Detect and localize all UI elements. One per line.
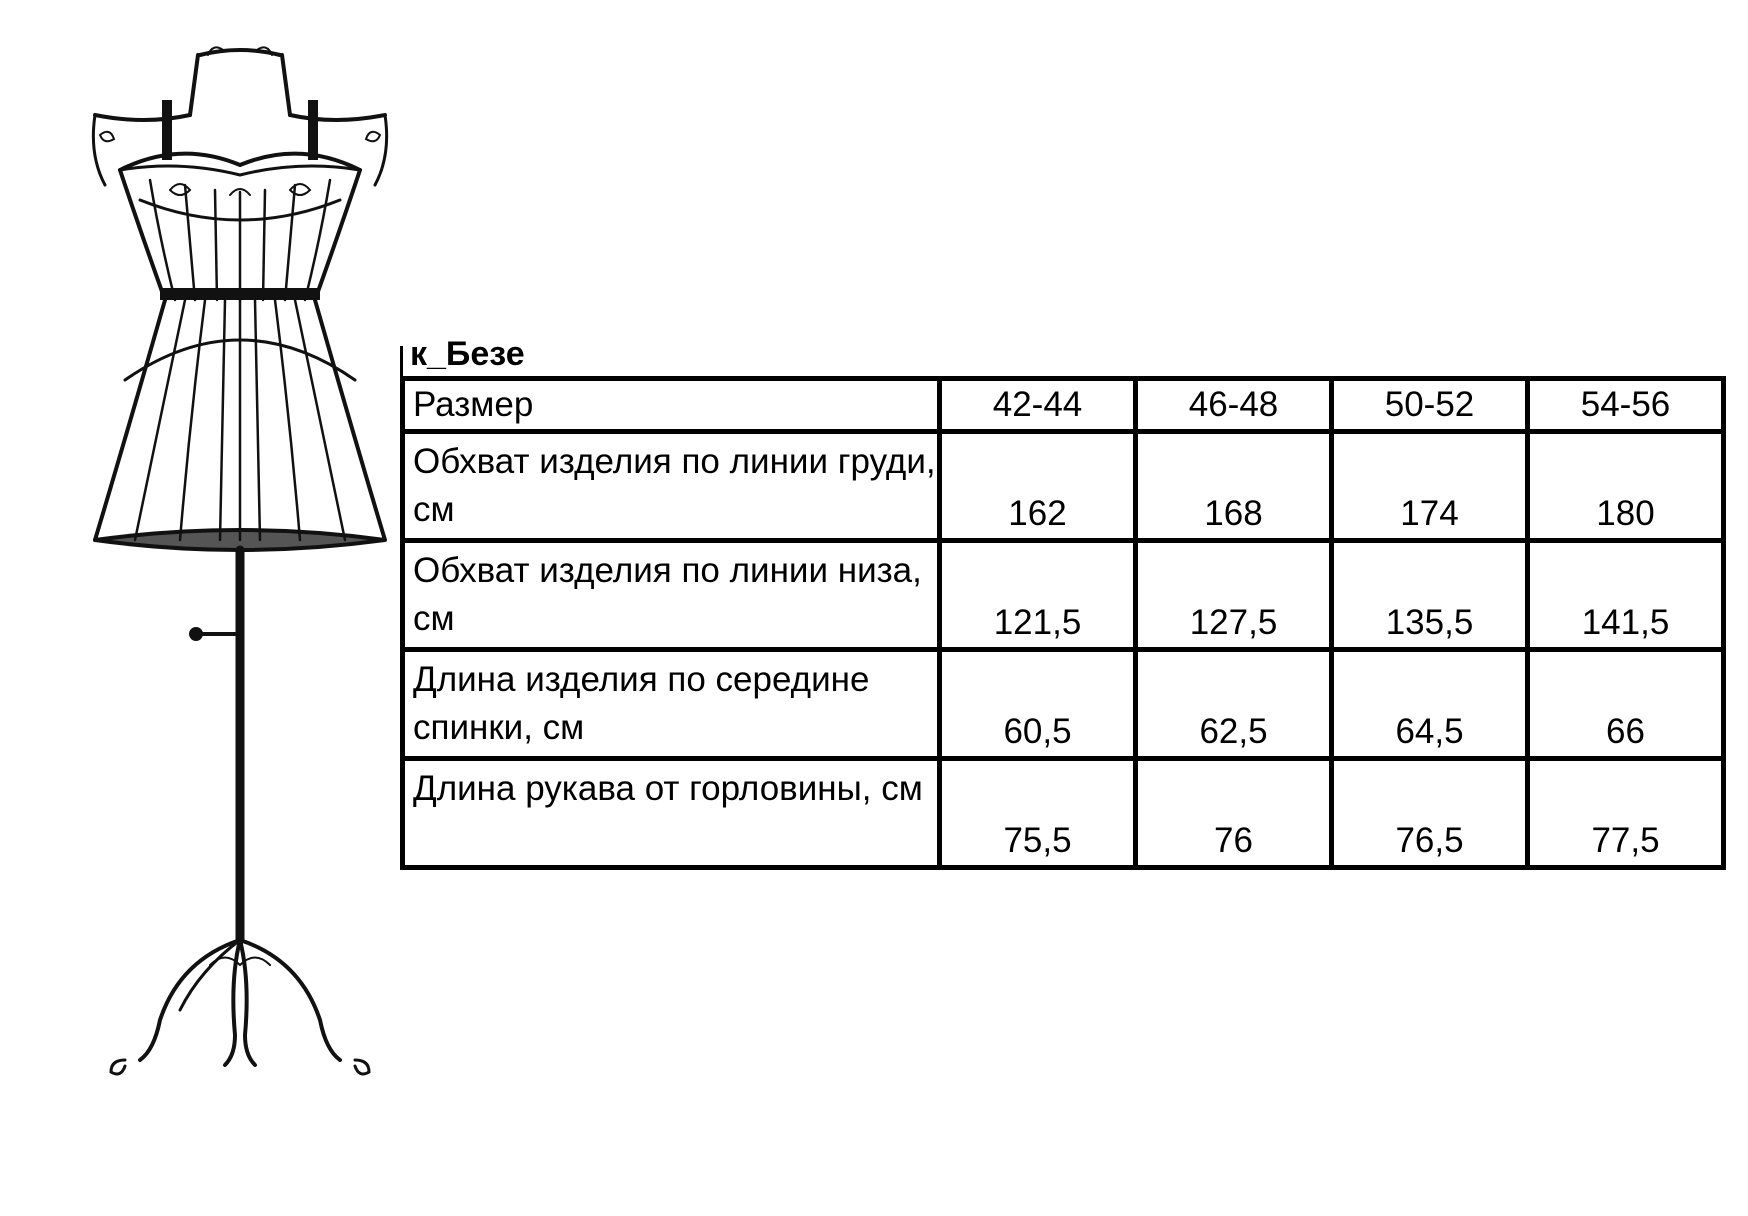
header-size-46-48: 46-48: [1136, 379, 1332, 432]
table-row-back-length: [403, 650, 1724, 759]
header-size-50-52: 50-52: [1332, 379, 1528, 432]
cell-value: 174: [1332, 432, 1528, 541]
header-size-42-44: 42-44: [940, 379, 1136, 432]
cell-value: 121,5: [940, 541, 1136, 650]
cell-value: 66: [1528, 650, 1724, 759]
row-label: Обхват изделия по линии груди, см: [403, 432, 940, 541]
cell-value: 180: [1528, 432, 1724, 541]
cell-value: 76,5: [1332, 759, 1528, 868]
table-row-bust: [403, 432, 1724, 541]
header-size-label: Размер: [403, 379, 940, 432]
cell-value: 76: [1136, 759, 1332, 868]
cell-value: 60,5: [940, 650, 1136, 759]
table-row-sleeve-length: [403, 759, 1724, 868]
cell-value: 64,5: [1332, 650, 1528, 759]
cell-value: 75,5: [940, 759, 1136, 868]
cell-value: 141,5: [1528, 541, 1724, 650]
cell-value: 127,5: [1136, 541, 1332, 650]
table-title: к_Безе: [410, 335, 525, 373]
cell-value: 168: [1136, 432, 1332, 541]
cell-value: 162: [940, 432, 1136, 541]
table-header-row: [403, 379, 1724, 432]
cell-value: 62,5: [1136, 650, 1332, 759]
cell-value: 135,5: [1332, 541, 1528, 650]
mannequin-illustration: [90, 40, 390, 1210]
row-label: Длина рукава от горловины, см: [403, 759, 940, 868]
cell-value: 77,5: [1528, 759, 1724, 868]
table-row-hem: [403, 541, 1724, 650]
header-size-54-56: 54-56: [1528, 379, 1724, 432]
row-label: Длина изделия по середине спинки, см: [403, 650, 940, 759]
size-chart-table: [400, 376, 1726, 870]
row-label: Обхват изделия по линии низа, см: [403, 541, 940, 650]
title-marker: [400, 346, 403, 376]
